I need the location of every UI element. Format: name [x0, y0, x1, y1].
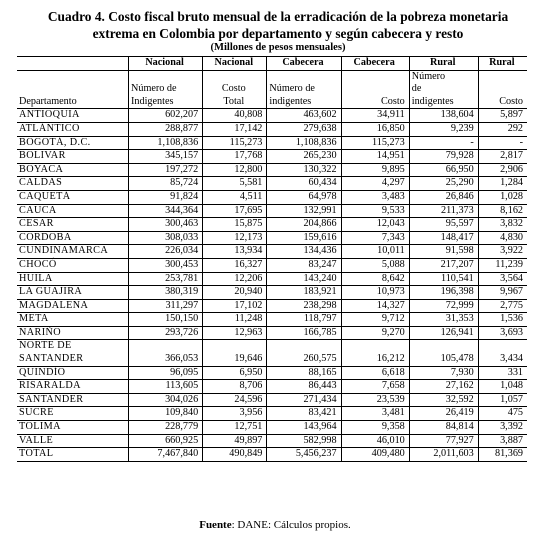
row-value: 4,830 [478, 231, 527, 245]
row-value: 159,616 [267, 231, 341, 245]
table-body [17, 109, 527, 461]
row-value: 271,434 [267, 393, 341, 407]
row-value: 12,751 [203, 421, 267, 435]
row-department: CAQUETÁ [17, 190, 129, 204]
header-group-row [17, 57, 527, 71]
row-department: CAUCA [17, 204, 129, 218]
row-value: 49,897 [203, 434, 267, 448]
row-value: 138,604 [409, 109, 478, 123]
row-value: 5,581 [203, 177, 267, 191]
row-value: 17,142 [203, 122, 267, 136]
row-value: 3,922 [478, 245, 527, 259]
row-value: 331 [478, 366, 527, 380]
row-department: VALLE [17, 434, 129, 448]
row-value: 3,564 [478, 272, 527, 286]
row-value: 300,453 [129, 258, 203, 272]
row-value: 2,817 [478, 150, 527, 164]
row-value: 1,284 [478, 177, 527, 191]
row-value: 197,272 [129, 163, 203, 177]
row-value: 16,327 [203, 258, 267, 272]
row-value: 85,724 [129, 177, 203, 191]
source-note [0, 519, 550, 531]
row-value: 115,273 [203, 136, 267, 150]
header-departamento: Departamento [17, 70, 129, 109]
row-value: 130,322 [267, 163, 341, 177]
header-rur-costo: Costo [478, 70, 527, 109]
header-rur-indigentes: Número de indigentes [409, 70, 478, 109]
row-value: 9,358 [341, 421, 409, 435]
row-value: 16,212 [341, 340, 409, 366]
row-value: 150,150 [129, 313, 203, 327]
table-row [17, 231, 527, 245]
row-value: 109,840 [129, 407, 203, 421]
row-value: 7,467,840 [129, 448, 203, 462]
table-row [17, 245, 527, 259]
row-value: 91,598 [409, 245, 478, 259]
row-value: 40,808 [203, 109, 267, 123]
row-value: 23,539 [341, 393, 409, 407]
row-value: 31,353 [409, 313, 478, 327]
row-value: 91,824 [129, 190, 203, 204]
row-value: 344,364 [129, 204, 203, 218]
row-value: 253,781 [129, 272, 203, 286]
table-row [17, 136, 527, 150]
row-value: 293,726 [129, 326, 203, 340]
row-value: 4,297 [341, 177, 409, 191]
row-value: 292 [478, 122, 527, 136]
table-caption [14, 8, 542, 53]
row-value: 3,392 [478, 421, 527, 435]
row-value: 32,592 [409, 393, 478, 407]
table-row [17, 326, 527, 340]
row-value: 9,270 [341, 326, 409, 340]
row-value: 304,026 [129, 393, 203, 407]
row-department: BOGOTÁ, D.C. [17, 136, 129, 150]
row-value: 3,887 [478, 434, 527, 448]
row-value: 84,814 [409, 421, 478, 435]
row-value: - [409, 136, 478, 150]
row-value: 3,483 [341, 190, 409, 204]
row-value: 265,230 [267, 150, 341, 164]
row-value: 77,927 [409, 434, 478, 448]
row-value: 134,436 [267, 245, 341, 259]
row-value: 3,832 [478, 218, 527, 232]
row-value: 126,941 [409, 326, 478, 340]
row-value: 60,434 [267, 177, 341, 191]
row-value: 11,248 [203, 313, 267, 327]
table-row [17, 177, 527, 191]
row-department: NORTE DE SANTANDER [17, 340, 129, 366]
table-row [17, 109, 527, 123]
row-value: 7,658 [341, 380, 409, 394]
row-value: 17,102 [203, 299, 267, 313]
row-value: 204,866 [267, 218, 341, 232]
row-value: 88,165 [267, 366, 341, 380]
row-value: 132,991 [267, 204, 341, 218]
row-value: 166,785 [267, 326, 341, 340]
table-row [17, 393, 527, 407]
row-value: 1,108,836 [129, 136, 203, 150]
row-value: 105,478 [409, 340, 478, 366]
row-value: 260,575 [267, 340, 341, 366]
row-value: 113,605 [129, 380, 203, 394]
row-value: 1,057 [478, 393, 527, 407]
row-value: 183,921 [267, 286, 341, 300]
caption-line-1: Cuadro 4. Costo fiscal bruto mensual de la erradicación de la pobreza monetaria [47, 9, 509, 24]
row-value: 27,162 [409, 380, 478, 394]
row-value: 110,541 [409, 272, 478, 286]
row-value: 12,173 [203, 231, 267, 245]
row-department: HUILA [17, 272, 129, 286]
row-value: 463,602 [267, 109, 341, 123]
row-value: 12,963 [203, 326, 267, 340]
row-value: 2,906 [478, 163, 527, 177]
row-value: 3,956 [203, 407, 267, 421]
header-group-cabecera-2: Cabecera [341, 57, 409, 71]
table-row [17, 448, 527, 462]
row-value: 115,273 [341, 136, 409, 150]
table-row [17, 122, 527, 136]
row-department: TOLIMA [17, 421, 129, 435]
row-value: 380,319 [129, 286, 203, 300]
row-value: 6,950 [203, 366, 267, 380]
row-value: 79,928 [409, 150, 478, 164]
table-row [17, 313, 527, 327]
row-value: 95,597 [409, 218, 478, 232]
row-department: SUCRE [17, 407, 129, 421]
row-value: 13,934 [203, 245, 267, 259]
table-row [17, 299, 527, 313]
row-value: 143,964 [267, 421, 341, 435]
row-value: 12,043 [341, 218, 409, 232]
row-department: LA GUAJIRA [17, 286, 129, 300]
row-value: 8,706 [203, 380, 267, 394]
row-value: 10,011 [341, 245, 409, 259]
row-value: 20,940 [203, 286, 267, 300]
row-value: 1,536 [478, 313, 527, 327]
row-value: 366,053 [129, 340, 203, 366]
row-value: 1,048 [478, 380, 527, 394]
row-department: CHOCÓ [17, 258, 129, 272]
table-row [17, 340, 527, 366]
row-department: TOTAL [17, 448, 129, 462]
row-value: 6,618 [341, 366, 409, 380]
row-value: 17,768 [203, 150, 267, 164]
row-value: 300,463 [129, 218, 203, 232]
row-value: 279,638 [267, 122, 341, 136]
header-cab-indigentes: Número de indigentes [267, 70, 341, 109]
table-row [17, 434, 527, 448]
row-value: 602,207 [129, 109, 203, 123]
row-value: 1,108,836 [267, 136, 341, 150]
row-value: 490,849 [203, 448, 267, 462]
source-text: : DANE: Cálculos propios. [231, 519, 351, 531]
header-group-rural-2: Rural [478, 57, 527, 71]
row-value: 3,693 [478, 326, 527, 340]
row-value: 81,369 [478, 448, 527, 462]
row-department: NARIÑO [17, 326, 129, 340]
row-value: 196,398 [409, 286, 478, 300]
row-value: 118,797 [267, 313, 341, 327]
caption-line-2: extrema en Colombia por departamento y según cabecera y resto [92, 26, 464, 41]
row-value: 660,925 [129, 434, 203, 448]
header-nac-costo: Costo Total [203, 70, 267, 109]
row-value: - [478, 136, 527, 150]
row-value: 7,930 [409, 366, 478, 380]
row-department: CALDAS [17, 177, 129, 191]
row-value: 11,239 [478, 258, 527, 272]
row-value: 25,290 [409, 177, 478, 191]
row-value: 9,239 [409, 122, 478, 136]
source-label: Fuente [199, 519, 232, 531]
row-value: 7,343 [341, 231, 409, 245]
table-row [17, 286, 527, 300]
header-group-nacional-2: Nacional [203, 57, 267, 71]
row-value: 475 [478, 407, 527, 421]
caption-unit: (Millones de pesos mensuales) [210, 42, 346, 53]
table-row [17, 366, 527, 380]
cost-table [17, 56, 527, 462]
table-row [17, 407, 527, 421]
row-value: 311,297 [129, 299, 203, 313]
row-value: 86,443 [267, 380, 341, 394]
header-cab-costo: Costo [341, 70, 409, 109]
table-row [17, 258, 527, 272]
table-row [17, 218, 527, 232]
row-value: 148,417 [409, 231, 478, 245]
row-value: 46,010 [341, 434, 409, 448]
header-group-rural-1: Rural [409, 57, 478, 71]
row-department: SANTANDER [17, 393, 129, 407]
row-value: 8,162 [478, 204, 527, 218]
row-value: 83,421 [267, 407, 341, 421]
row-value: 8,642 [341, 272, 409, 286]
row-value: 3,481 [341, 407, 409, 421]
row-value: 15,875 [203, 218, 267, 232]
table-row [17, 190, 527, 204]
header-group-nacional-1: Nacional [129, 57, 203, 71]
row-department: ATLÁNTICO [17, 122, 129, 136]
row-value: 9,967 [478, 286, 527, 300]
row-value: 24,596 [203, 393, 267, 407]
header-nac-indigentes: Número de Indigentes [129, 70, 203, 109]
row-value: 12,206 [203, 272, 267, 286]
table-row [17, 421, 527, 435]
row-value: 228,779 [129, 421, 203, 435]
row-value: 12,800 [203, 163, 267, 177]
row-value: 5,088 [341, 258, 409, 272]
header-blank [17, 57, 129, 71]
header-group-cabecera-1: Cabecera [267, 57, 341, 71]
row-value: 1,028 [478, 190, 527, 204]
row-value: 4,511 [203, 190, 267, 204]
row-value: 9,895 [341, 163, 409, 177]
table-row [17, 163, 527, 177]
row-department: META [17, 313, 129, 327]
row-value: 26,419 [409, 407, 478, 421]
row-value: 10,973 [341, 286, 409, 300]
row-value: 288,877 [129, 122, 203, 136]
row-value: 96,095 [129, 366, 203, 380]
row-department: BOLIVAR [17, 150, 129, 164]
row-value: 238,298 [267, 299, 341, 313]
row-value: 217,207 [409, 258, 478, 272]
row-department: BOYACA [17, 163, 129, 177]
row-value: 143,240 [267, 272, 341, 286]
row-value: 14,951 [341, 150, 409, 164]
row-value: 26,846 [409, 190, 478, 204]
row-department: CESAR [17, 218, 129, 232]
row-value: 3,434 [478, 340, 527, 366]
row-value: 308,033 [129, 231, 203, 245]
row-value: 582,998 [267, 434, 341, 448]
row-value: 5,897 [478, 109, 527, 123]
row-value: 9,712 [341, 313, 409, 327]
row-value: 9,533 [341, 204, 409, 218]
row-department: QUINDÍO [17, 366, 129, 380]
table-row [17, 380, 527, 394]
table-row [17, 204, 527, 218]
row-department: RISARALDA [17, 380, 129, 394]
table-row [17, 150, 527, 164]
row-value: 345,157 [129, 150, 203, 164]
row-value: 226,034 [129, 245, 203, 259]
row-value: 83,247 [267, 258, 341, 272]
row-department: ANTIOQUIA [17, 109, 129, 123]
row-value: 2,775 [478, 299, 527, 313]
row-value: 2,011,603 [409, 448, 478, 462]
header-column-row [17, 70, 527, 109]
row-department: CUNDINAMARCA [17, 245, 129, 259]
row-value: 16,850 [341, 122, 409, 136]
row-department: MAGDALENA [17, 299, 129, 313]
row-value: 64,978 [267, 190, 341, 204]
table-row [17, 272, 527, 286]
row-value: 409,480 [341, 448, 409, 462]
row-value: 17,695 [203, 204, 267, 218]
row-value: 72,999 [409, 299, 478, 313]
row-value: 19,646 [203, 340, 267, 366]
row-value: 34,911 [341, 109, 409, 123]
row-value: 14,327 [341, 299, 409, 313]
row-value: 5,456,237 [267, 448, 341, 462]
row-department: CORDOBA [17, 231, 129, 245]
row-value: 211,373 [409, 204, 478, 218]
row-value: 66,950 [409, 163, 478, 177]
